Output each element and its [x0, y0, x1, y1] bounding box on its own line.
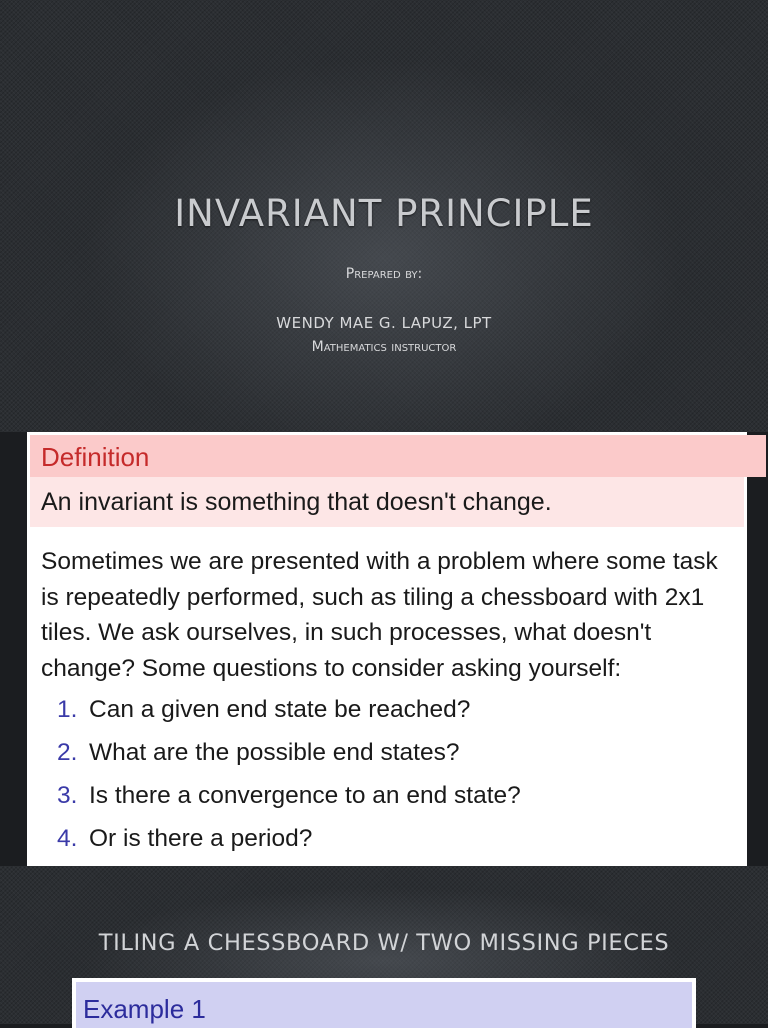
slide-title: INVARIANT PRINCIPLE	[174, 192, 594, 235]
list-item: 3. Is there a convergence to an end state?	[57, 782, 521, 809]
definition-text: An invariant is something that doesn't change.	[41, 488, 552, 516]
example-heading: Example 1	[83, 994, 206, 1024]
definition-body	[30, 477, 744, 527]
title-slide	[0, 0, 768, 432]
intro-paragraph: Sometimes we are presented with a problem where some task is repeatedly performed, such as tiling a chessboard with 2x1 tiles. We ask ourselves, in such processes, what doesn't change? Some questions to consider asking yourself:	[41, 548, 718, 682]
list-item: 1. Can a given end state be reached?	[57, 696, 471, 723]
definition-slide	[27, 432, 747, 866]
slide-title: TILING A CHESSBOARD W/ TWO MISSING PIECES	[98, 930, 670, 956]
author-name: WENDY MAE G. LAPUZ, LPT	[276, 314, 492, 332]
definition-header	[30, 435, 766, 477]
example-header	[76, 982, 692, 1028]
list-item: 2. What are the possible end states?	[57, 739, 460, 766]
list-item: 4. Or is there a period?	[57, 825, 313, 852]
example-block	[72, 978, 696, 1028]
prepared-by-label: Prepared by:	[345, 266, 423, 282]
questions-list	[57, 696, 521, 868]
chessboard-slide	[0, 866, 768, 1024]
author-role: Mathematics instructor	[311, 339, 457, 355]
definition-heading: Definition	[41, 442, 150, 472]
